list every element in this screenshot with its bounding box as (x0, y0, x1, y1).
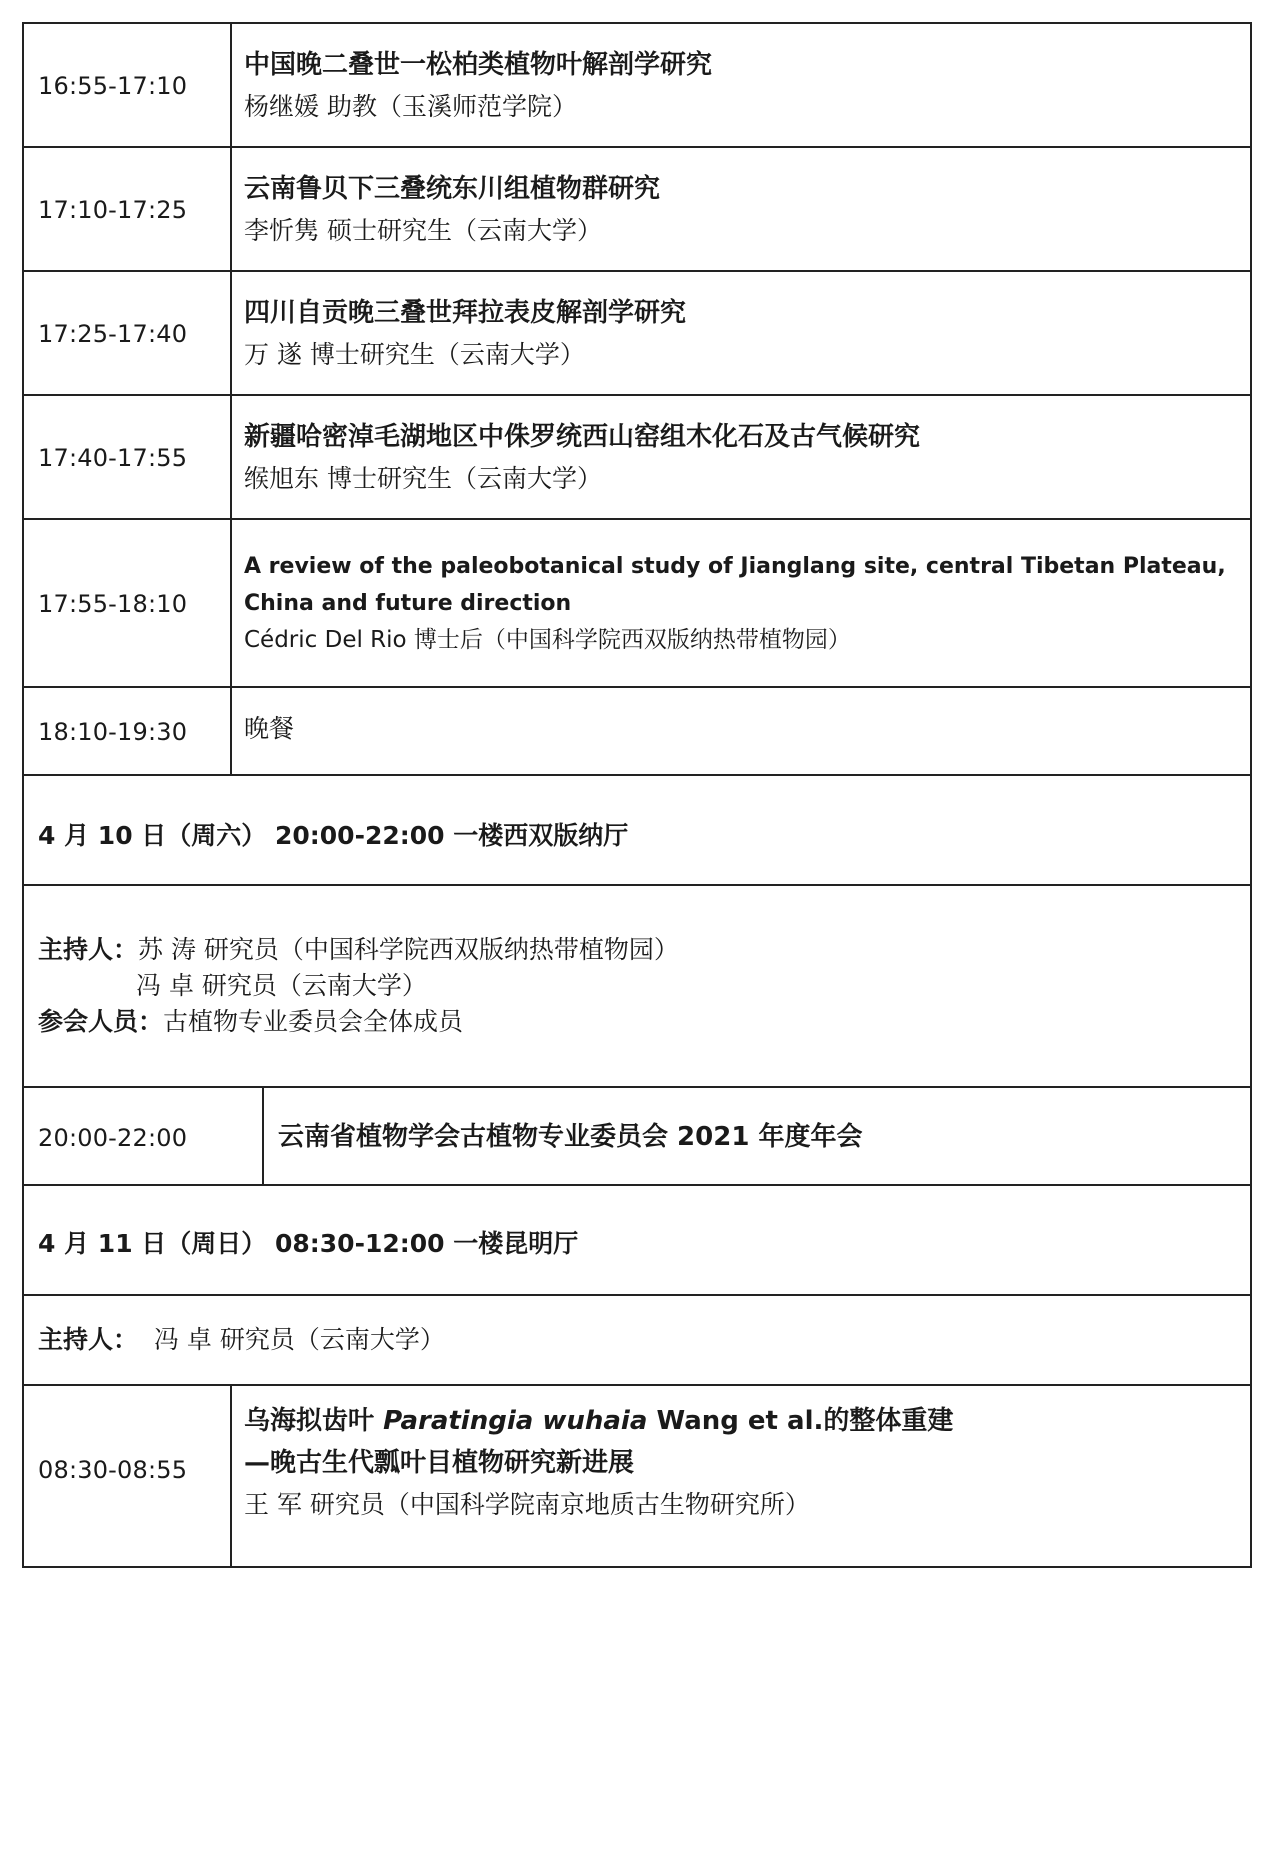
host-label: 主持人： (38, 1325, 139, 1354)
table-row (22, 688, 1252, 776)
title-post: Wang et al.的整体重建 (647, 1406, 954, 1436)
session-title-line1 (244, 1400, 953, 1442)
session-title: 中国晚二叠世一松柏类植物叶解剖学研究 (244, 50, 713, 80)
session-info (244, 708, 294, 750)
session-title-line2: China and future direction (244, 591, 572, 616)
session-info (244, 44, 712, 128)
host-line (38, 1318, 445, 1361)
host-block (22, 1296, 1252, 1386)
session-time: 16:55-17:10 (38, 72, 188, 100)
row-divider (22, 1566, 1252, 1568)
table-row (22, 520, 1252, 688)
table-row (22, 22, 1252, 148)
table-row (22, 1386, 1252, 1568)
session-info (244, 168, 660, 252)
species-name: Paratingia wuhaia (383, 1406, 648, 1436)
table-row (22, 1088, 1252, 1186)
column-divider (230, 148, 232, 272)
session-speaker: 王 军 研究员（中国科学院南京地质古生物研究所） (244, 1490, 810, 1519)
session-title: 晚餐 (244, 714, 295, 743)
session-title: 云南省植物学会古植物专业委员会 2021 年度年会 (278, 1122, 863, 1152)
session-speaker: Cédric Del Rio 博士后（中国科学院西双版纳热带植物园） (244, 627, 851, 653)
session-speaker: 万 遂 博士研究生（云南大学） (244, 340, 585, 369)
host-block (22, 886, 1252, 1088)
column-divider (230, 272, 232, 396)
day-header-row (22, 1186, 1252, 1296)
session-title-line2: —晚古生代瓢叶目植物研究新进展 (244, 1448, 635, 1478)
session-info (244, 1400, 953, 1526)
table-row (22, 148, 1252, 272)
session-time: 17:25-17:40 (38, 320, 188, 348)
session-time: 18:10-19:30 (38, 718, 188, 746)
day-header: 4 月 10 日（周六） 20:00-22:00 一楼西双版纳厅 (38, 821, 629, 850)
session-info (278, 1116, 862, 1158)
schedule-table (22, 22, 1252, 1570)
session-title: 新疆哈密淖毛湖地区中侏罗统西山窑组木化石及古气候研究 (244, 422, 921, 452)
session-title: 云南鲁贝下三叠统东川组植物群研究 (244, 174, 661, 204)
session-time: 17:10-17:25 (38, 196, 188, 224)
column-divider (230, 688, 232, 776)
session-speaker: 缑旭东 博士研究生（云南大学） (244, 464, 602, 493)
day-header: 4 月 11 日（周日） 08:30-12:00 一楼昆明厅 (38, 1229, 579, 1258)
host-name: 苏 涛 研究员（中国科学院西双版纳热带植物园） (138, 935, 679, 964)
session-time: 20:00-22:00 (38, 1124, 188, 1152)
session-speaker: 李忻隽 硕士研究生（云南大学） (244, 216, 602, 245)
session-title: 四川自贡晚三叠世拜拉表皮解剖学研究 (244, 298, 687, 328)
host-name: 冯 卓 研究员（云南大学） (153, 1325, 445, 1354)
session-time: 08:30-08:55 (38, 1456, 188, 1484)
host-line-2: 冯 卓 研究员（云南大学） (136, 971, 427, 1000)
title-pre: 乌海拟齿叶 (244, 1406, 384, 1436)
column-divider (230, 1386, 232, 1566)
column-divider (262, 1088, 264, 1186)
column-divider (230, 520, 232, 688)
table-row (22, 272, 1252, 396)
session-info (244, 292, 686, 376)
table-row (22, 396, 1252, 520)
attendees-label: 参会人员： (38, 1007, 164, 1036)
day-header-row (22, 776, 1252, 886)
host-label: 主持人： (38, 935, 139, 964)
session-time: 17:55-18:10 (38, 590, 188, 618)
session-time: 17:40-17:55 (38, 444, 188, 472)
column-divider (230, 22, 232, 148)
session-speaker: 杨继媛 助教（玉溪师范学院） (244, 92, 577, 121)
column-divider (230, 396, 232, 520)
attendees-value: 古植物专业委员会全体成员 (163, 1007, 464, 1036)
session-title-line1: A review of the paleobotanical study of Jianglang site, central Tibetan Plateau, (244, 554, 1226, 579)
attendees-line (38, 1000, 463, 1043)
session-info (244, 548, 1226, 659)
session-info (244, 416, 920, 500)
